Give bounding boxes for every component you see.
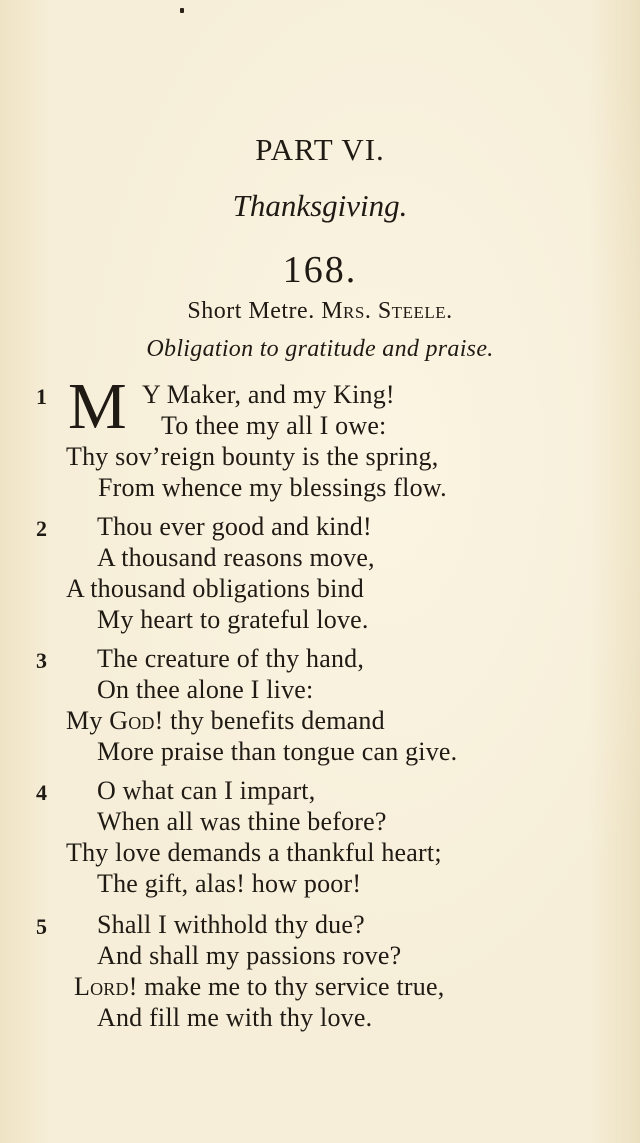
verse-line: My God! thy benefits demand [66, 706, 385, 735]
metre-line [0, 298, 640, 325]
drop-cap: M [68, 370, 127, 443]
verse-line: A thousand reasons move, [97, 543, 375, 572]
author-name: Mrs. Steele. [321, 298, 453, 324]
verse-line: O what can I impart, [97, 776, 316, 805]
verse-line: And shall my passions rove? [97, 941, 402, 970]
metre-label: Short Metre. [187, 298, 315, 324]
verse-line: My heart to grateful love. [97, 605, 369, 634]
verse-line: From whence my blessings flow. [98, 473, 447, 502]
verse-line: And fill me with thy love. [97, 1003, 373, 1032]
hymn-number: 168. [282, 249, 358, 291]
verse-line: A thousand obligations bind [66, 574, 364, 603]
verse-line: When all was thine before? [97, 807, 387, 836]
verse-line: Shall I withhold thy due? [97, 910, 365, 939]
verse-number: 5 [36, 914, 47, 939]
verse-line: The creature of thy hand, [97, 644, 365, 673]
verse-line: Lord! make me to thy service true, [74, 972, 445, 1001]
verse-number: 1 [36, 384, 47, 409]
part-title: PART VI. [255, 132, 385, 167]
verse-line: Y Maker, and my King! [142, 380, 395, 409]
verse-line: On thee alone I live: [97, 675, 314, 704]
verse-line: To thee my all I owe: [161, 411, 387, 440]
verse-line: Thy sov’reign bounty is the spring, [66, 442, 439, 471]
verse-line: More praise than tongue can give. [97, 737, 458, 766]
verse-line: The gift, alas! how poor! [97, 869, 362, 898]
section-title: Thanksgiving. [232, 188, 408, 223]
verse-number: 2 [36, 516, 47, 541]
hymn-subject: Obligation to gratitude and praise. [146, 336, 494, 362]
verse-line: Thou ever good and kind! [97, 512, 372, 541]
verse-line: Thy love demands a thankful heart; [66, 838, 442, 867]
verse-number: 4 [36, 780, 47, 805]
verse-number: 3 [36, 648, 47, 673]
ink-speck [180, 8, 184, 13]
